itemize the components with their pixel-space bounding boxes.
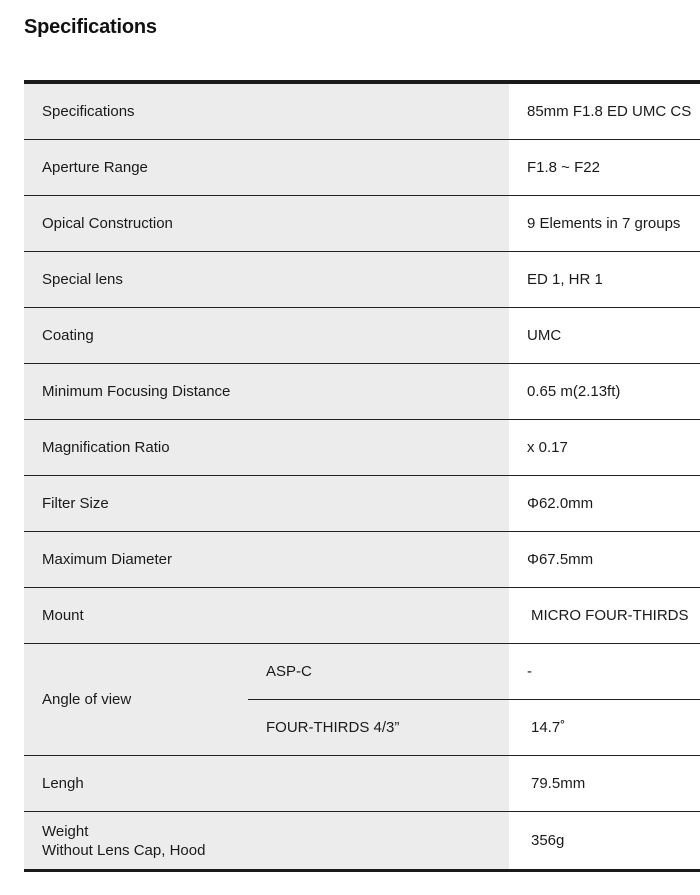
spec-label-aperture-range: Aperture Range	[24, 140, 509, 196]
spec-value-mount: MICRO FOUR-THIRDS	[509, 588, 700, 644]
spec-value-special-lens: ED 1, HR 1	[509, 252, 700, 308]
table-row	[24, 532, 700, 588]
spec-value-optical-construction: 9 Elements in 7 groups	[509, 196, 700, 252]
table-row	[24, 308, 700, 364]
spec-label-mount: Mount	[24, 588, 509, 644]
table-row	[24, 252, 700, 308]
spec-sublabel-four-thirds: FOUR-THIRDS 4/3”	[248, 700, 509, 756]
spec-value-min-focusing-distance: 0.65 m(2.13ft)	[509, 364, 700, 420]
specifications-table	[24, 80, 700, 872]
spec-label-specifications: Specifications	[24, 82, 509, 140]
spec-label-weight	[24, 812, 509, 871]
spec-label-coating: Coating	[24, 308, 509, 364]
table-row	[24, 588, 700, 644]
table-row	[24, 812, 700, 871]
spec-label-special-lens: Special lens	[24, 252, 509, 308]
page-title: Specifications	[24, 16, 157, 38]
table-row	[24, 420, 700, 476]
spec-label-optical-construction: Opical Construction	[24, 196, 509, 252]
table-row	[24, 196, 700, 252]
spec-value-weight: 356g	[509, 812, 700, 871]
spec-label-min-focusing-distance: Minimum Focusing Distance	[24, 364, 509, 420]
spec-label-maximum-diameter: Maximum Diameter	[24, 532, 509, 588]
spec-value-magnification-ratio: x 0.17	[509, 420, 700, 476]
table-row	[24, 140, 700, 196]
spec-label-length: Lengh	[24, 756, 509, 812]
spec-value-specifications: 85mm F1.8 ED UMC CS	[509, 82, 700, 140]
spec-value-coating: UMC	[509, 308, 700, 364]
spec-value-maximum-diameter: Φ67.5mm	[509, 532, 700, 588]
spec-label-filter-size: Filter Size	[24, 476, 509, 532]
spec-label-weight-line2: Without Lens Cap, Hood	[42, 841, 206, 859]
spec-value-aperture-range: F1.8 ~ F22	[509, 140, 700, 196]
spec-value-aspc: -	[509, 644, 700, 700]
spec-label-magnification-ratio: Magnification Ratio	[24, 420, 509, 476]
spec-value-length: 79.5mm	[509, 756, 700, 812]
table-row	[24, 756, 700, 812]
spec-label-angle-of-view: Angle of view	[24, 644, 248, 756]
table-row	[24, 644, 700, 700]
table-row	[24, 82, 700, 140]
table-row	[24, 476, 700, 532]
spec-label-weight-line1: Weight	[42, 822, 89, 840]
spec-value-filter-size: Φ62.0mm	[509, 476, 700, 532]
spec-sublabel-aspc: ASP-C	[248, 644, 509, 700]
table-row	[24, 364, 700, 420]
spec-value-four-thirds: 14.7˚	[509, 700, 700, 756]
